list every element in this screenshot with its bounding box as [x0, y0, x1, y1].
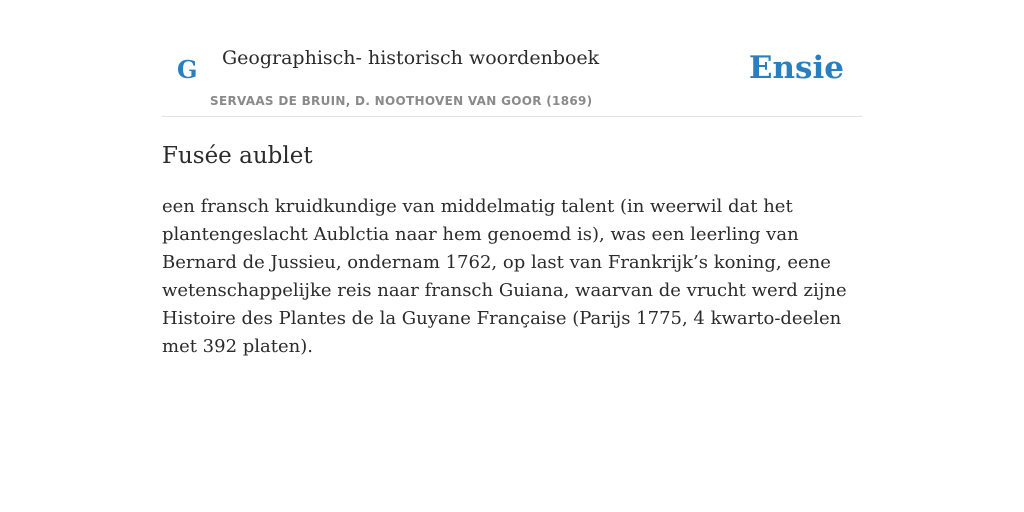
book-title-link[interactable]: Geographisch- historisch woordenboek: [222, 47, 600, 69]
book-author-meta: SERVAAS DE BRUIN, D. NOOTHOVEN VAN GOOR (1869): [210, 94, 593, 108]
ensie-brand-link[interactable]: Ensie: [748, 50, 844, 86]
page-container: [162, 0, 862, 361]
entry-title: Fusée aublet: [162, 143, 313, 169]
book-logo-link[interactable]: G: [177, 55, 198, 84]
book-header: [162, 0, 862, 117]
entry-body: een fransch kruidkundige van middelmatig talent (in weerwil dat het plantengeslacht Aublctia naar hem genoemd is), was een leerling van Bernard de Jussieu, ondernam 1762, op last van Frankrijk’s koning, eene wetenschappelijke reis naar fransch Guiana, waarvan de vrucht werd zijne Histoire des Plantes de la Guyane Française (Parijs 1775, 4 kwarto-deelen met 392 platen).: [162, 196, 847, 357]
